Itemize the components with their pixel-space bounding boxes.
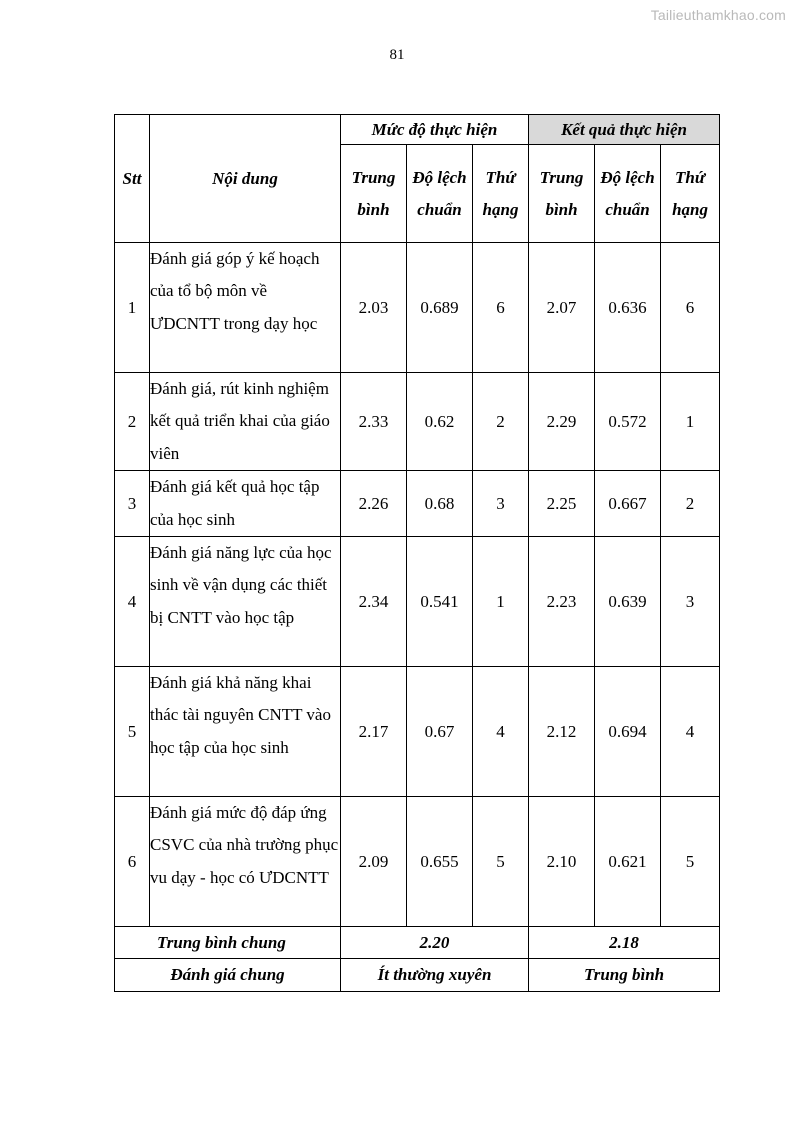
cell-content: Đánh giá năng lực của học sinh về vận dụng các thiết bị CNTT vào học tập xyxy=(150,537,341,667)
cell-sd-1: 0.68 xyxy=(407,471,473,537)
header-rank-2: Thứ hạng xyxy=(661,145,720,243)
summary-row-evaluation xyxy=(115,959,720,992)
cell-mean-2: 2.07 xyxy=(529,243,595,373)
cell-sd-2: 0.639 xyxy=(595,537,661,667)
cell-rank-1: 1 xyxy=(473,537,529,667)
watermark-text: Tailieuthamkhao.com xyxy=(650,7,786,23)
summary-row-mean xyxy=(115,927,720,959)
summary-eval-2: Trung bình xyxy=(529,959,720,992)
cell-sd-1: 0.655 xyxy=(407,797,473,927)
table-row xyxy=(115,537,720,667)
cell-sd-2: 0.667 xyxy=(595,471,661,537)
table-row xyxy=(115,667,720,797)
cell-mean-2: 2.23 xyxy=(529,537,595,667)
cell-stt: 3 xyxy=(115,471,150,537)
cell-mean-1: 2.26 xyxy=(341,471,407,537)
summary-mean-1: 2.20 xyxy=(341,927,529,959)
results-table xyxy=(114,114,720,992)
cell-rank-2: 6 xyxy=(661,243,720,373)
cell-stt: 4 xyxy=(115,537,150,667)
cell-rank-1: 5 xyxy=(473,797,529,927)
summary-mean-2: 2.18 xyxy=(529,927,720,959)
cell-rank-1: 2 xyxy=(473,373,529,471)
cell-sd-1: 0.62 xyxy=(407,373,473,471)
table-row xyxy=(115,373,720,471)
header-group-implementation-result: Kết quả thực hiện xyxy=(529,115,720,145)
cell-stt: 5 xyxy=(115,667,150,797)
cell-mean-1: 2.17 xyxy=(341,667,407,797)
cell-rank-1: 3 xyxy=(473,471,529,537)
cell-sd-1: 0.689 xyxy=(407,243,473,373)
cell-content: Đánh giá, rút kinh nghiệm kết quả triển khai của giáo viên xyxy=(150,373,341,471)
cell-rank-2: 5 xyxy=(661,797,720,927)
cell-content: Đánh giá khả năng khai thác tài nguyên CNTT vào học tập của học sinh xyxy=(150,667,341,797)
table-row xyxy=(115,243,720,373)
header-mean-1: Trung bình xyxy=(341,145,407,243)
header-content: Nội dung xyxy=(150,115,341,243)
cell-sd-2: 0.694 xyxy=(595,667,661,797)
table-row xyxy=(115,797,720,927)
header-sd-2: Độ lệch chuẩn xyxy=(595,145,661,243)
cell-content: Đánh giá kết quả học tập của học sinh xyxy=(150,471,341,537)
cell-stt: 6 xyxy=(115,797,150,927)
header-sd-1: Độ lệch chuẩn xyxy=(407,145,473,243)
cell-sd-1: 0.541 xyxy=(407,537,473,667)
header-group-implementation-level: Mức độ thực hiện xyxy=(341,115,529,145)
cell-rank-2: 1 xyxy=(661,373,720,471)
cell-mean-2: 2.12 xyxy=(529,667,595,797)
cell-content: Đánh giá mức độ đáp ứng CSVC của nhà trường phục vu dạy - học có ƯDCNTT xyxy=(150,797,341,927)
cell-mean-1: 2.34 xyxy=(341,537,407,667)
table-row xyxy=(115,471,720,537)
header-mean-2: Trung bình xyxy=(529,145,595,243)
cell-sd-1: 0.67 xyxy=(407,667,473,797)
table-body xyxy=(115,243,720,992)
table-header xyxy=(115,115,720,243)
summary-mean-label: Trung bình chung xyxy=(115,927,341,959)
cell-mean-1: 2.09 xyxy=(341,797,407,927)
page-number: 81 xyxy=(389,47,405,63)
cell-rank-2: 4 xyxy=(661,667,720,797)
cell-mean-2: 2.25 xyxy=(529,471,595,537)
cell-rank-2: 2 xyxy=(661,471,720,537)
cell-mean-2: 2.10 xyxy=(529,797,595,927)
summary-eval-label: Đánh giá chung xyxy=(115,959,341,992)
header-stt: Stt xyxy=(115,115,150,243)
summary-eval-1: Ít thường xuyên xyxy=(341,959,529,992)
cell-stt: 1 xyxy=(115,243,150,373)
cell-mean-2: 2.29 xyxy=(529,373,595,471)
cell-content: Đánh giá góp ý kế hoạch của tổ bộ môn về ƯDCNTT trong dạy học xyxy=(150,243,341,373)
cell-mean-1: 2.03 xyxy=(341,243,407,373)
cell-mean-1: 2.33 xyxy=(341,373,407,471)
cell-rank-2: 3 xyxy=(661,537,720,667)
header-rank-1: Thứ hạng xyxy=(473,145,529,243)
cell-stt: 2 xyxy=(115,373,150,471)
cell-sd-2: 0.621 xyxy=(595,797,661,927)
cell-sd-2: 0.636 xyxy=(595,243,661,373)
cell-rank-1: 4 xyxy=(473,667,529,797)
cell-sd-2: 0.572 xyxy=(595,373,661,471)
cell-rank-1: 6 xyxy=(473,243,529,373)
